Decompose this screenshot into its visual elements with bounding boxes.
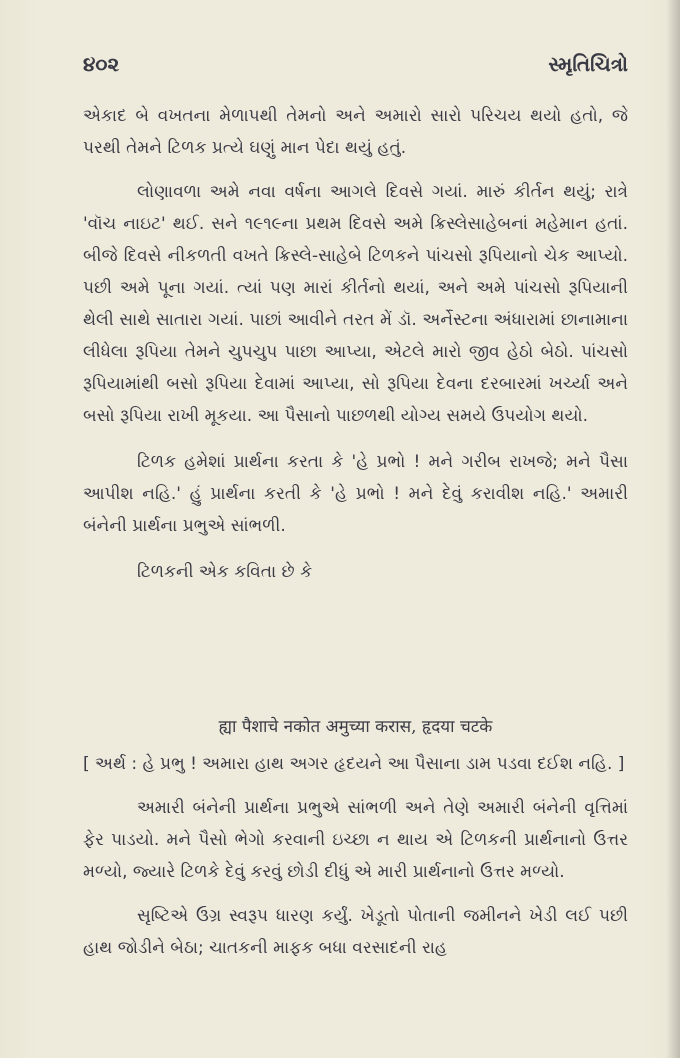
running-head — [83, 46, 628, 82]
book-title: સ્મૃતિચિત્રો — [548, 52, 628, 76]
marathi-verse: ह्या पैशाचे नकोत अमुच्या करास, हृदया चटके — [218, 717, 493, 737]
paragraph-lonavala: લોણાવળા અમે નવા વર્ષના આગલે દિવસે ગયાં. મારું કીર્તન થયું; રાત્રે 'વૉચ નાઇટ' થઈ. સને ૧૯૧૯ના પ્રથમ દિવસે અમે ક્રિસ્લેસાહેબનાં મહેમાન હતાં. બીજે દિવસે નીકળતી વખતે ક્રિસ્લે-સાહેબે ટિળકને પાંચસો રૂપિયાનો ચેક આપ્યો. પછી અમે પૂના ગયાં. ત્યાં પણ મારાં કીર્તનો થયાં, અને અમે પાંચસો રૂપિયાની થેલી સાથે સાતારા ગયાં. પાછાં આવીને તરત મેં ડૉ. અર્નેસ્ટના અંધારામાં છાનામાના લીધેલા રૂપિયા તેમને ચુપચુપ પાછા આપ્યા, એટલે મારો જીવ હેઠો બેઠો. પાંચસો રૂપિયામાંથી બસો રૂપિયા દેવામાં આપ્યા, સો રૂપિયા દેવના દરબારમાં ખર્ચ્યા અને બસો રૂપિયા રાખી મૂકયા. આ પૈસાનો પાછળથી યોગ્ય સમયે ઉપયોગ થયો. — [83, 182, 628, 426]
page-number: ૪૦૨ — [83, 52, 120, 76]
verse-meaning: [ અર્થ : હે પ્રભુ ! અમારા હાથ અગર હૃદયને આ પૈસાના ડામ પડવા દઈશ નહિ. ] — [83, 754, 625, 774]
body-text-top — [83, 100, 628, 588]
body-text-bottom — [83, 748, 628, 964]
paragraph-prayer: ટિળક હમેશાં પ્રાર્થના કરતા કે 'હે પ્રભો ! મને ગરીબ રાખજે; મને પૈસા આપીશ નહિ.' હું પ્રાર્થના કરતી કે 'હે પ્રભો ! મને દેવું કરાવીશ નહિ.' અમારી બંનેની પ્રાર્થના પ્રભુએ સાંભળી. — [83, 452, 628, 536]
paragraph-nature: સૃષ્ટિએ ઉગ્ર સ્વરૂપ ધારણ કર્યું. ખેડૂતો પોતાની જમીનને ખેડી લઈ પછી હાથ જોડીને બેઠા; ચાતકની માફક બધા વરસાદની રાહ — [83, 906, 628, 958]
paragraph-answered-prayer: અમારી બંનેની પ્રાર્થના પ્રભુએ સાંભળી અને તેણે અમારી બંનેની વૃત્તિમાં ફેર પાડયો. મને પૈસો ભેગો કરવાની ઇચ્છા ન થાય એ ટિળકની પ્રાર્થનાનો ઉત્તર મળ્યો, જ્યારે ટિળકે દેવું કરવું છોડી દીધું એ મારી પ્રાર્થનાનો ઉત્તર મળ્યો. — [83, 798, 628, 882]
page-spine-shadow — [666, 0, 680, 1058]
paragraph-continuation: એકાદ બે વખતના મેળાપથી તેમનો અને અમારો સારો પરિચય થયો હતો, જે પરથી તેમને ટિળક પ્રત્યે ઘણું માન પેદા થયું હતું. — [83, 106, 628, 158]
paragraph-poem-intro: ટિળકની એક કવિતા છે કે — [137, 562, 313, 582]
